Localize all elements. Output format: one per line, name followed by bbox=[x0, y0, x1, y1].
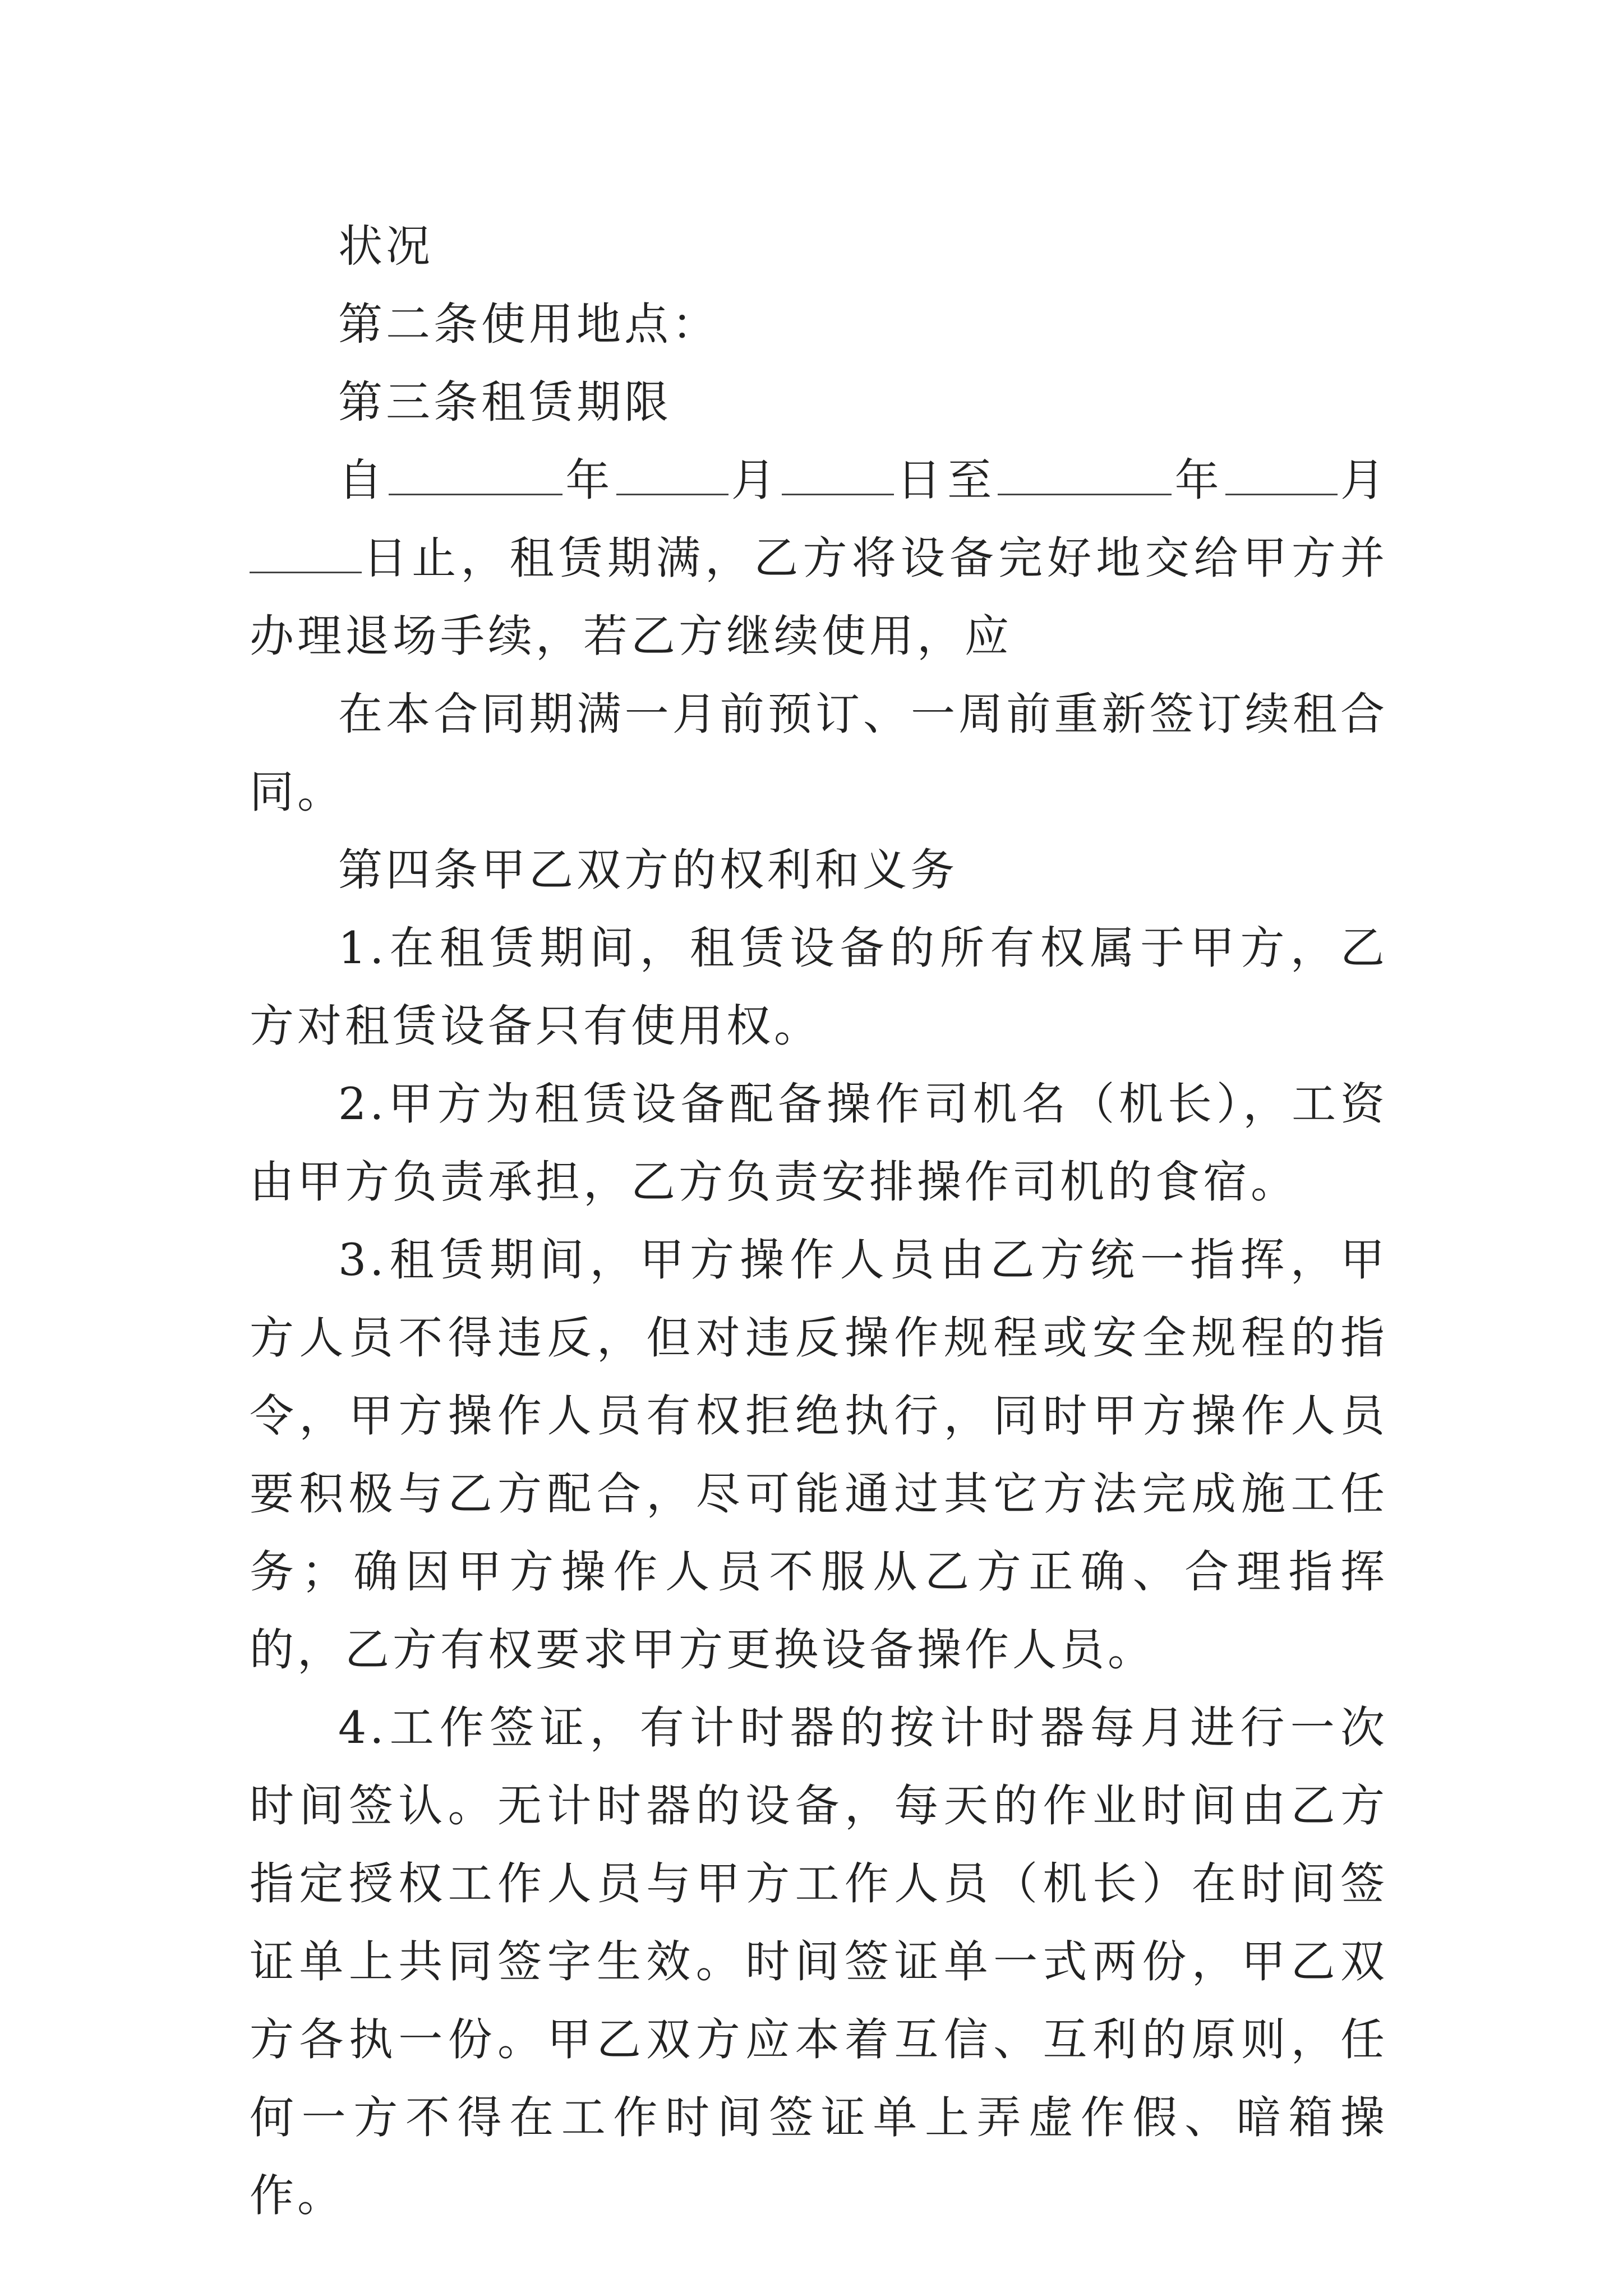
start-day-blank bbox=[782, 454, 894, 495]
term-day-to-label: 日至 bbox=[893, 454, 998, 506]
paragraph-item-3: 3.租赁期间，甲方操作人员由乙方统一指挥，甲方人员不得违反，但对违反操作规程或安全规程的指令，甲方操作人员有权拒绝执行，同时甲方操作人员要积极与乙方配合，尽可能通过其它方法完成施工任务；确因甲方操作人员不服从乙方正确、合理指挥的，乙方有权要求甲方更换设备操作人员。 bbox=[250, 1234, 1388, 1676]
term-end-year-label: 年 bbox=[1172, 454, 1225, 506]
paragraph-renewal: 在本合同期满一月前预订、一周前重新签订续租合同。 bbox=[250, 688, 1388, 818]
end-month-blank bbox=[1225, 454, 1338, 495]
paragraph-article-3-term: 第三条租赁期限 bbox=[338, 376, 672, 428]
contract-body bbox=[250, 208, 1388, 2235]
paragraph-item-1: 1.在租赁期间，租赁设备的所有权属于甲方，乙方对租赁设备只有使用权。 bbox=[250, 922, 1388, 1052]
paragraph-status: 状况 bbox=[338, 220, 434, 272]
paragraph-term-dates bbox=[250, 441, 1388, 675]
end-year-blank bbox=[998, 454, 1172, 495]
term-from: 自 bbox=[338, 454, 389, 506]
paragraph-article-4-title: 第四条甲乙双方的权利和义务 bbox=[338, 844, 958, 896]
term-rest-text: 止，租赁期满，乙方将设备完好地交给甲方并办理退场手续，若乙方继续使用，应 bbox=[250, 532, 1389, 662]
term-month-label: 月 bbox=[728, 454, 782, 506]
term-end-month-label: 月 bbox=[1337, 454, 1389, 506]
term-year-label: 年 bbox=[562, 454, 616, 506]
term-end-day-label: 日 bbox=[362, 532, 412, 584]
paragraph-article-2-location: 第二条使用地点： bbox=[338, 298, 720, 350]
start-month-blank bbox=[616, 454, 728, 495]
paragraph-item-4: 4.工作签证，有计时器的按计时器每月进行一次时间签认。无计时器的设备，每天的作业时间由乙方指定授权工作人员与甲方工作人员（机长）在时间签证单上共同签字生效。时间签证单一式两份，甲乙双方各执一份。甲乙双方应本着互信、互利的原则，任何一方不得在工作时间签证单上弄虚作假、暗箱操作。 bbox=[250, 1702, 1388, 2221]
end-day-blank bbox=[250, 532, 362, 573]
paragraph-item-2: 2.甲方为租赁设备配备操作司机名（机长），工资由甲方负责承担，乙方负责安排操作司机的食宿。 bbox=[250, 1078, 1388, 1208]
start-year-blank bbox=[389, 454, 562, 495]
